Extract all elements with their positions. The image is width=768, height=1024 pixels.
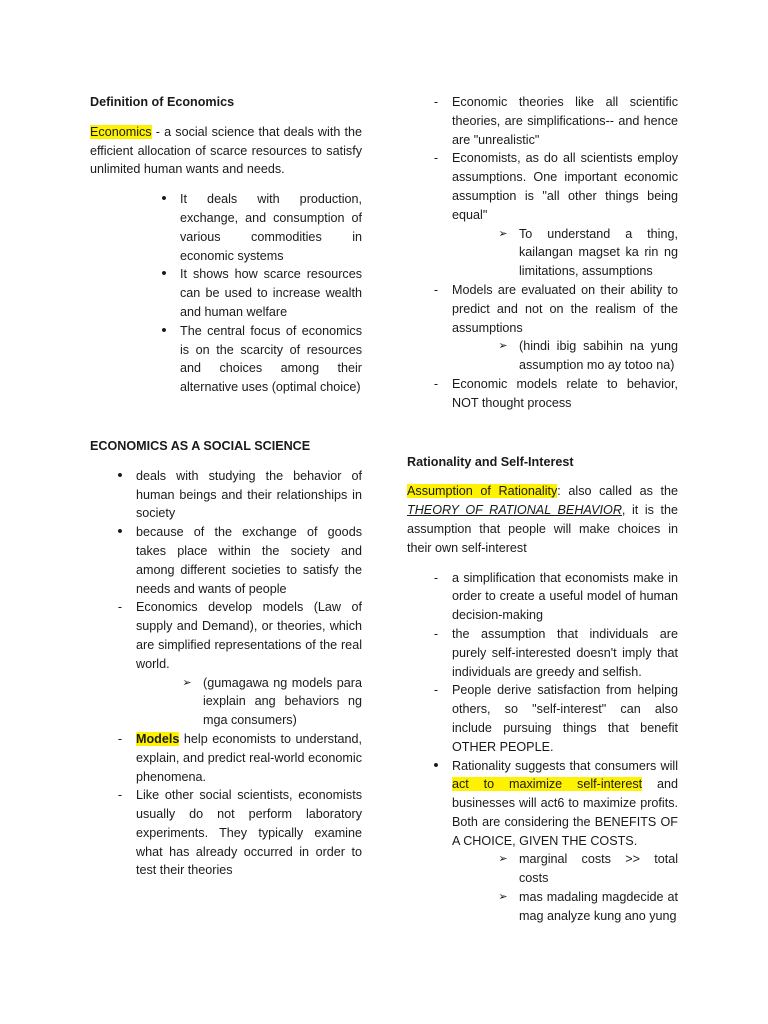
list-item: ➢ (hindi ibig sabihin na yung assumption mo ay totoo na) (519, 337, 678, 375)
bullet-icon: • (161, 265, 167, 283)
list-item: • deals with studying the behavior of human beings and their relationships in society (136, 467, 362, 523)
dash-icon: - (117, 788, 123, 803)
list-item: - Like other social scientists, economists usually do not perform laboratory experiments. They typically examine what has already occurred in order to test their theories (136, 786, 362, 880)
bullet-icon: • (117, 466, 123, 484)
right-column (407, 93, 678, 926)
list-item: • because of the exchange of goods takes place within the society and among different societies to satisfy the needs and wants of people (136, 523, 362, 598)
list-item: • Rationality suggests that consumers will act to maximize self-interest and businesses will act6 to maximize profits. Both are considering the BENEFITS OF A CHOICE, GIVEN THE COSTS. (452, 757, 678, 851)
arrow-icon: ➢ (498, 891, 508, 904)
dash-icon: - (433, 282, 439, 297)
list-item: • It shows how scarce resources can be used to increase wealth and human welfare (180, 265, 362, 321)
models-term: Models (136, 731, 180, 746)
list-item: - the assumption that individuals are purely self-interested doesn't imply that individuals are greedy and selfish. (452, 625, 678, 681)
list-item: - Economists, as do all scientists employ assumptions. One important economic assumption is "all other things being equal" (452, 149, 678, 224)
bullet-icon: • (117, 523, 123, 541)
definition-paragraph (90, 123, 362, 179)
list-item: - Models help economists to understand, explain, and predict real-world economic phenomena. (136, 730, 362, 786)
self-interest-highlight: act to maximize self-interest (452, 777, 643, 792)
theory-term: THEORY OF RATIONAL BEHAVIOR (407, 503, 622, 518)
list-item: - Economic theories like all scientific theories, are simplifications-- and hence are "unrealistic" (452, 93, 678, 149)
list-item: - a simplification that economists make in order to create a useful model of human decision-making (452, 569, 678, 625)
social-science-heading: ECONOMICS AS A SOCIAL SCIENCE (90, 438, 311, 453)
arrow-icon: ➢ (498, 227, 508, 240)
list-item: ➢ (gumagawa ng models para iexplain ang behaviors ng mga consumers) (203, 674, 362, 730)
dash-icon: - (433, 376, 439, 391)
dash-icon: - (433, 151, 439, 166)
list-item: • The central focus of economics is on the scarcity of resources and choices among their alternative uses (optimal choice) (180, 322, 362, 397)
dash-icon: - (117, 600, 123, 615)
theories-list (433, 93, 678, 413)
list-item: ➢ marginal costs >> total costs (519, 850, 678, 888)
dash-icon: - (433, 570, 439, 585)
dash-icon: - (117, 731, 123, 746)
arrow-icon: ➢ (498, 340, 508, 353)
bullet-icon: • (161, 190, 167, 208)
list-item: • It deals with production, exchange, and consumption of various commodities in economic systems (180, 190, 362, 265)
definition-bullet-list (161, 190, 362, 397)
dash-icon: - (433, 626, 439, 641)
rationality-paragraph: Assumption of Rationality: also called as the THEORY OF RATIONAL BEHAVIOR, it is the assumption that people will make choices in their own self-interest (407, 484, 678, 555)
arrow-icon: ➢ (498, 853, 508, 866)
social-science-list (117, 466, 362, 881)
left-column (90, 93, 362, 880)
list-item: - Models are evaluated on their ability to predict and not on the realism of the assumptions (452, 281, 678, 337)
bullet-icon: • (161, 321, 167, 339)
dash-icon: - (433, 683, 439, 698)
list-item: - Economic models relate to behavior, NOT thought process (452, 375, 678, 413)
list-item: ➢ mas madaling magdecide at mag analyze kung ano yung (519, 888, 678, 926)
bullet-icon: • (433, 756, 439, 774)
dash-icon: - (433, 95, 439, 109)
list-item: - People derive satisfaction from helping others, so "self-interest" can also include pursuing things that benefit OTHER PEOPLE. (452, 681, 678, 756)
definition-heading: Definition of Economics (90, 95, 235, 109)
rationality-heading: Rationality and Self-Interest (407, 454, 574, 469)
arrow-icon: ➢ (182, 676, 192, 689)
rationality-list (433, 569, 678, 926)
economics-term: Economics (90, 124, 152, 139)
list-item: ➢ To understand a thing, kailangan magset ka rin ng limitations, assumptions (519, 225, 678, 281)
list-item: - Economics develop models (Law of supply and Demand), or theories, which are simplified representations of the real world. (136, 598, 362, 673)
definition-text: - a social science that deals with the efficient allocation of scarce resources to satisfy unlimited human wants and needs. (90, 124, 362, 177)
rationality-term: Assumption of Rationality (407, 484, 558, 499)
